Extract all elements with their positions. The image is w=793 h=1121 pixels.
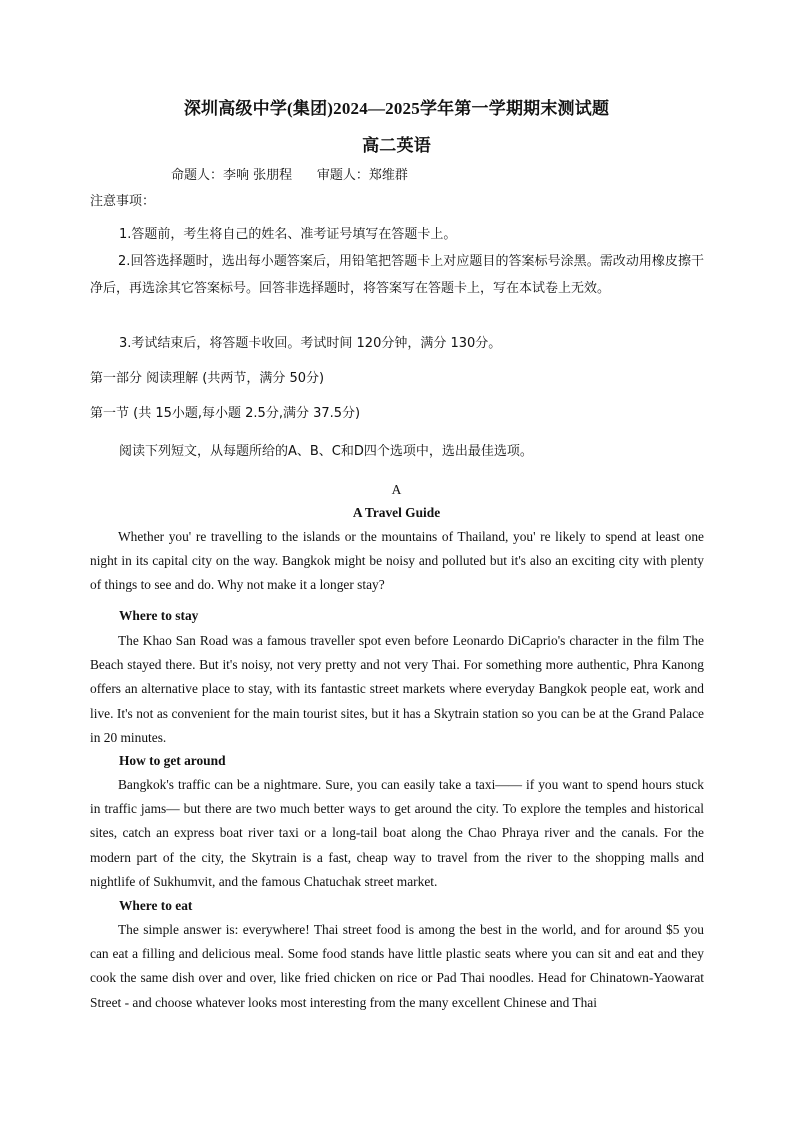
section-heading: 第一节 (共 15小题,每小题 2.5分,满分 37.5分) bbox=[90, 406, 361, 421]
note-item-3: 3.考试结束后，将答题卡收回。考试时间 120分钟，满分 130分。 bbox=[119, 336, 502, 351]
paragraph-where-to-eat: The simple answer is: everywhere! Thai street food is among the best in the world, and for around $5 you can eat a filling and delicious meal. Some food stands have little plastic seats where you can sit and eat and they cook the same dish over and over, like fried chicken on rice or Pad Thai noodles. Head for Chinatown-Yaowarat Street - and choose whatever looks most interesting from the many excellent Chinese and Thai bbox=[90, 922, 704, 1010]
notes-label: 注意事项： bbox=[90, 194, 156, 209]
heading-where-to-stay: Where to stay bbox=[119, 608, 199, 623]
heading-where-to-eat: Where to eat bbox=[119, 898, 193, 913]
passage-intro: Whether you' re travelling to the islands or the mountains of Thailand, you' re likely to spend at least one night in its capital city on the way. Bangkok might be noisy and polluted but it's also an exciting city with plenty of things to see and do. Why not make it a longer stay? bbox=[90, 529, 704, 593]
paragraph-how-to-get-around: Bangkok's traffic can be a nightmare. Sure, you can easily take a taxi—— if you want to spend hours stuck in traffic jams— but there are two much better ways to get around the city. To explore the temples and historical sites, catch an express boat river taxi or a long-tail boat along the Chao Phraya river and the canals. For the modern part of the city, the Skytrain is a fast, cheap way to travel from the river to the shopping malls and nightlife of Sukhumvit, and the famous Chatuchak street market. bbox=[90, 777, 704, 889]
authors-line: 命题人：李响 张朋程 审题人：郑维群 bbox=[171, 168, 408, 183]
passage-title: A Travel Guide bbox=[352, 505, 441, 520]
passage-letter: A bbox=[391, 482, 402, 497]
exam-title: 深圳高级中学(集团)2024—2025学年第一学期期末测试题 bbox=[183, 99, 610, 118]
note-item-1: 1.答题前，考生将自己的姓名、准考证号填写在答题卡上。 bbox=[119, 227, 457, 242]
part-heading: 第一部分 阅读理解 (共两节，满分 50分) bbox=[90, 371, 325, 386]
exam-subtitle: 高二英语 bbox=[362, 136, 431, 155]
note-item-2: 2.回答选择题时，选出每小题答案后，用铅笔把答题卡上对应题目的答案标号涂黑。需改动用橡皮擦干净后，再选涂其它答案标号。回答非选择题时，将答案写在答题卡上，写在本试卷上无效。 bbox=[90, 254, 704, 296]
heading-how-to-get-around: How to get around bbox=[119, 753, 226, 768]
paragraph-where-to-stay: The Khao San Road was a famous traveller spot even before Leonardo DiCaprio's character in the film The Beach stayed there. But it's noisy, not very pretty and not very Thai. For something more authentic, Phra Kanong offers an alternative place to stay, with its fantastic street markets where everyday Bangkok people eat, work and live. It's not as convenient for the main tourist sites, but it has a Skytrain station so you can be at the Grand Palace in 20 minutes. bbox=[90, 633, 704, 745]
instruction-text: 阅读下列短文，从每题所给的A、B、C和D四个选项中，选出最佳选项。 bbox=[119, 444, 533, 459]
